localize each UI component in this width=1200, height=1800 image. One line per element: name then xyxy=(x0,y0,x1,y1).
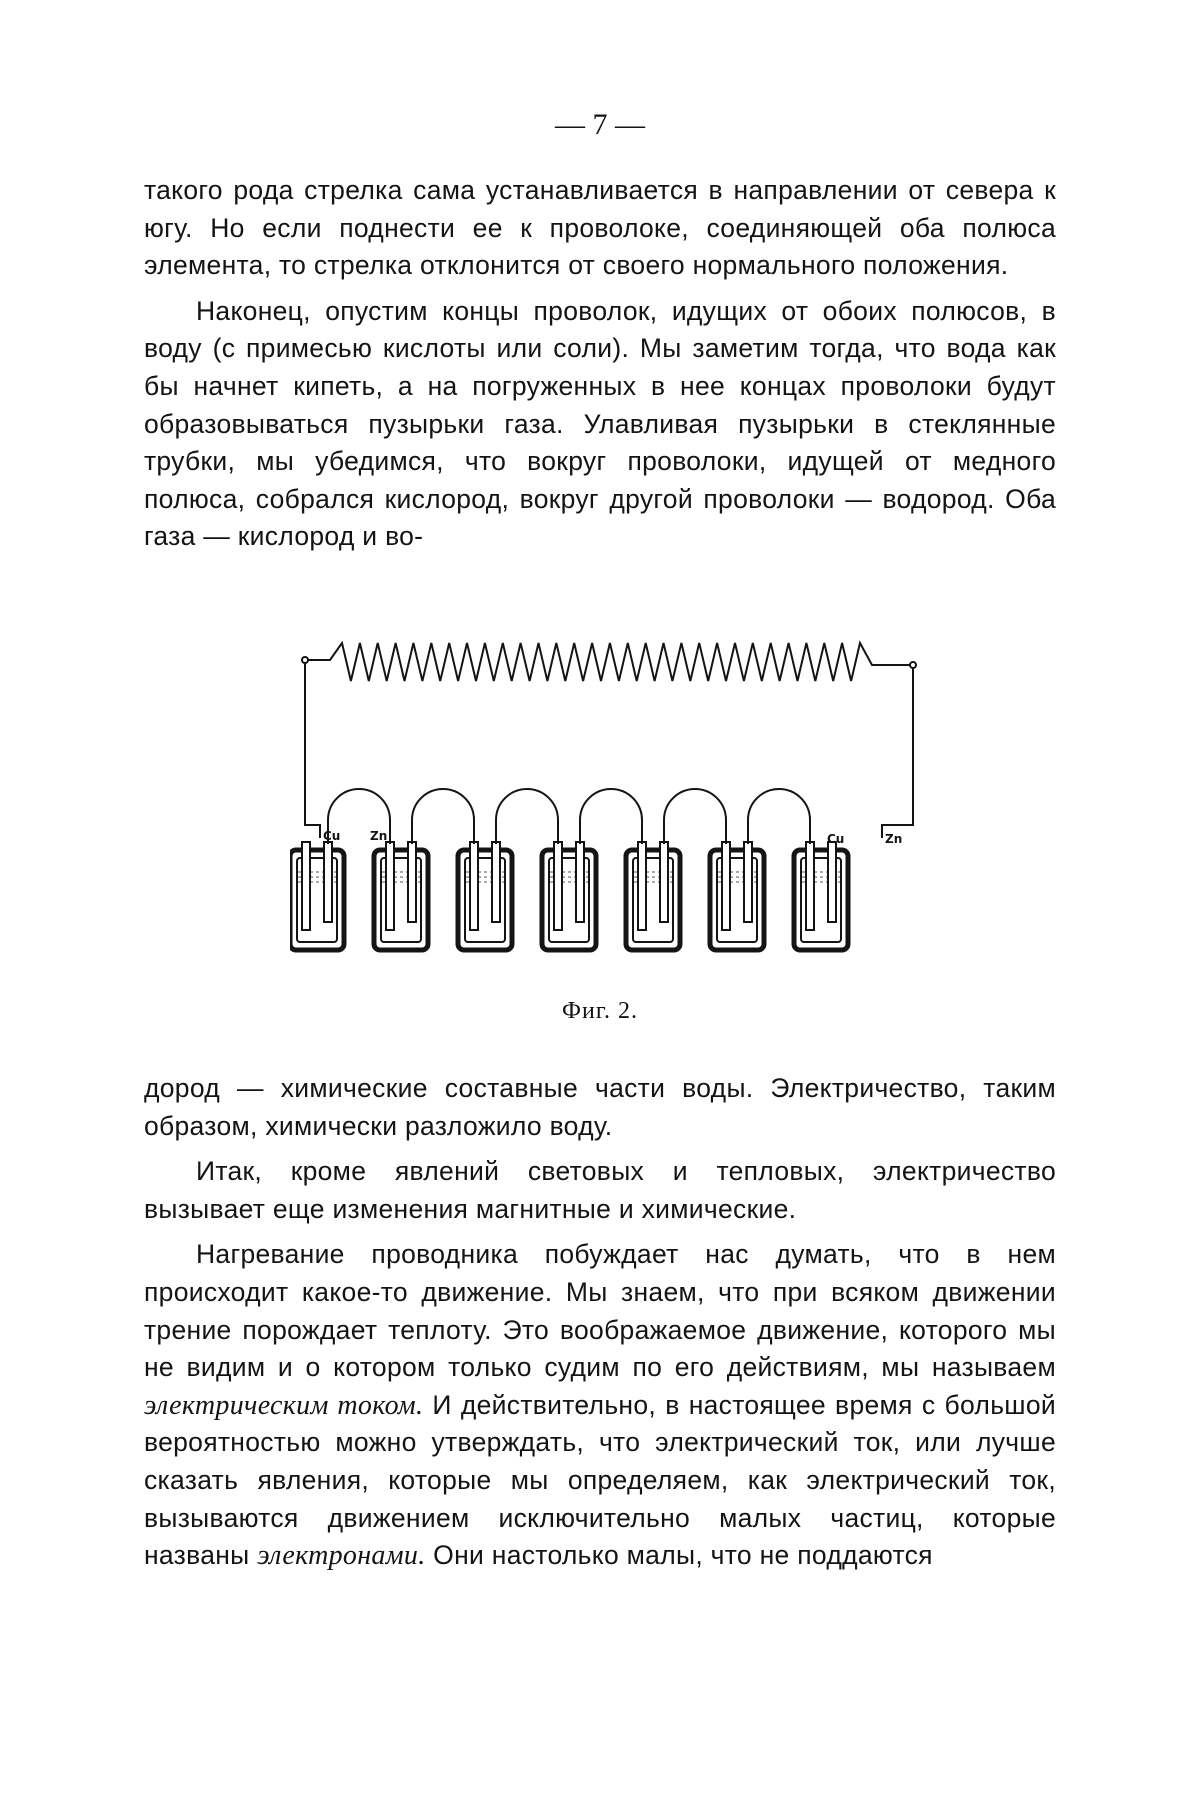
electrode-copper xyxy=(302,842,310,930)
electrode-copper xyxy=(386,842,394,930)
cell-jar xyxy=(542,850,596,950)
right-terminal xyxy=(910,662,916,668)
page-number: — 7 — xyxy=(555,108,645,141)
electrode-zinc xyxy=(576,842,584,922)
cell-jar xyxy=(794,850,848,950)
electrode-copper xyxy=(638,842,646,930)
text-part-1: Нагревание проводника побуждает нас думать, что в нем происходит какое-то движение. Мы знаем, что при всяком движении трение порождает теплоту. Это воображаемое движение, которого мы не видим и о котором только судим по его действиям, мы называем xyxy=(144,1239,1056,1383)
emphasis-electrons: электронами. xyxy=(257,1540,426,1572)
electrode-copper xyxy=(806,842,814,930)
text-part-2: И действительно, в настоящее время с большой вероятностью можно утверждать, что электрический ток, или лучше сказать явления, которые мы определяем, как электрический ток, вызываются движением исключительно малых частиц, которые названы xyxy=(144,1389,1056,1571)
connecting-wire xyxy=(412,789,474,844)
label-zn-right: Zn xyxy=(885,832,903,846)
text-part-3: Они настолько малы, что не поддаются xyxy=(433,1540,933,1571)
cell-jar xyxy=(710,850,764,950)
right-outer-wire xyxy=(882,668,913,838)
bridges-group xyxy=(328,789,810,844)
electrode-zinc xyxy=(660,842,668,922)
cell-jar xyxy=(290,850,344,950)
left-terminal xyxy=(302,657,308,663)
electrode-zinc xyxy=(324,842,332,922)
connecting-wire xyxy=(580,789,642,844)
cells-group xyxy=(290,842,848,950)
left-outer-wire xyxy=(305,663,320,838)
label-cu-left: Cu xyxy=(323,829,341,843)
figure-battery-diagram xyxy=(290,625,930,965)
electrode-copper xyxy=(470,842,478,930)
cell-jar xyxy=(458,850,512,950)
electrode-zinc xyxy=(408,842,416,922)
label-cu-right: Cu xyxy=(827,832,845,846)
label-zn-left: Zn xyxy=(370,829,388,843)
paragraph-continued-bottom: дород — химические составные части воды. Электричество, таким образом, химически разложило воду. xyxy=(144,1073,1056,1141)
resistance-coil xyxy=(308,643,910,681)
electrode-zinc xyxy=(492,842,500,922)
bottom-text-block xyxy=(144,1070,1056,1583)
electrode-copper xyxy=(554,842,562,930)
electrode-copper xyxy=(722,842,730,930)
paragraph-electrolysis: Наконец, опустим концы проволок, идущих от обоих полюсов, в воду (с примесью кислоты или соли). Мы заметим тогда, что вода как бы начнет кипеть, а на погруженных в нее концах проволоки будут образовываться пузырьки газа. Улавливая пузырьки в стеклянные трубки, мы убедимся, что вокруг проволоки, идущей от медного полюса, собрался кислород, вокруг другой проволоки — водород. Оба газа — кислород и во- xyxy=(144,295,1056,552)
cell-jar xyxy=(374,850,428,950)
connecting-wire xyxy=(748,789,810,844)
top-text-block xyxy=(144,172,1056,564)
paragraph-summary: Итак, кроме явлений световых и тепловых, электричество вызывает еще изменения магнитные и химические. xyxy=(144,1156,1056,1224)
electrode-zinc xyxy=(828,842,836,922)
paragraph-current xyxy=(144,1236,1056,1574)
connecting-wire xyxy=(496,789,558,844)
figure-caption: Фиг. 2. xyxy=(562,998,638,1024)
connecting-wire xyxy=(664,789,726,844)
cell-jar xyxy=(626,850,680,950)
battery-diagram-svg xyxy=(290,625,930,965)
electrode-zinc xyxy=(744,842,752,922)
emphasis-electric-current: электрическим током. xyxy=(144,1389,424,1421)
paragraph-continued: такого рода стрелка сама устанавливается в направлении от севера к югу. Но если поднести ее к проволоке, соединяющей оба полюса элемента, то стрелка отклонится от своего нормального положения. xyxy=(144,175,1056,281)
